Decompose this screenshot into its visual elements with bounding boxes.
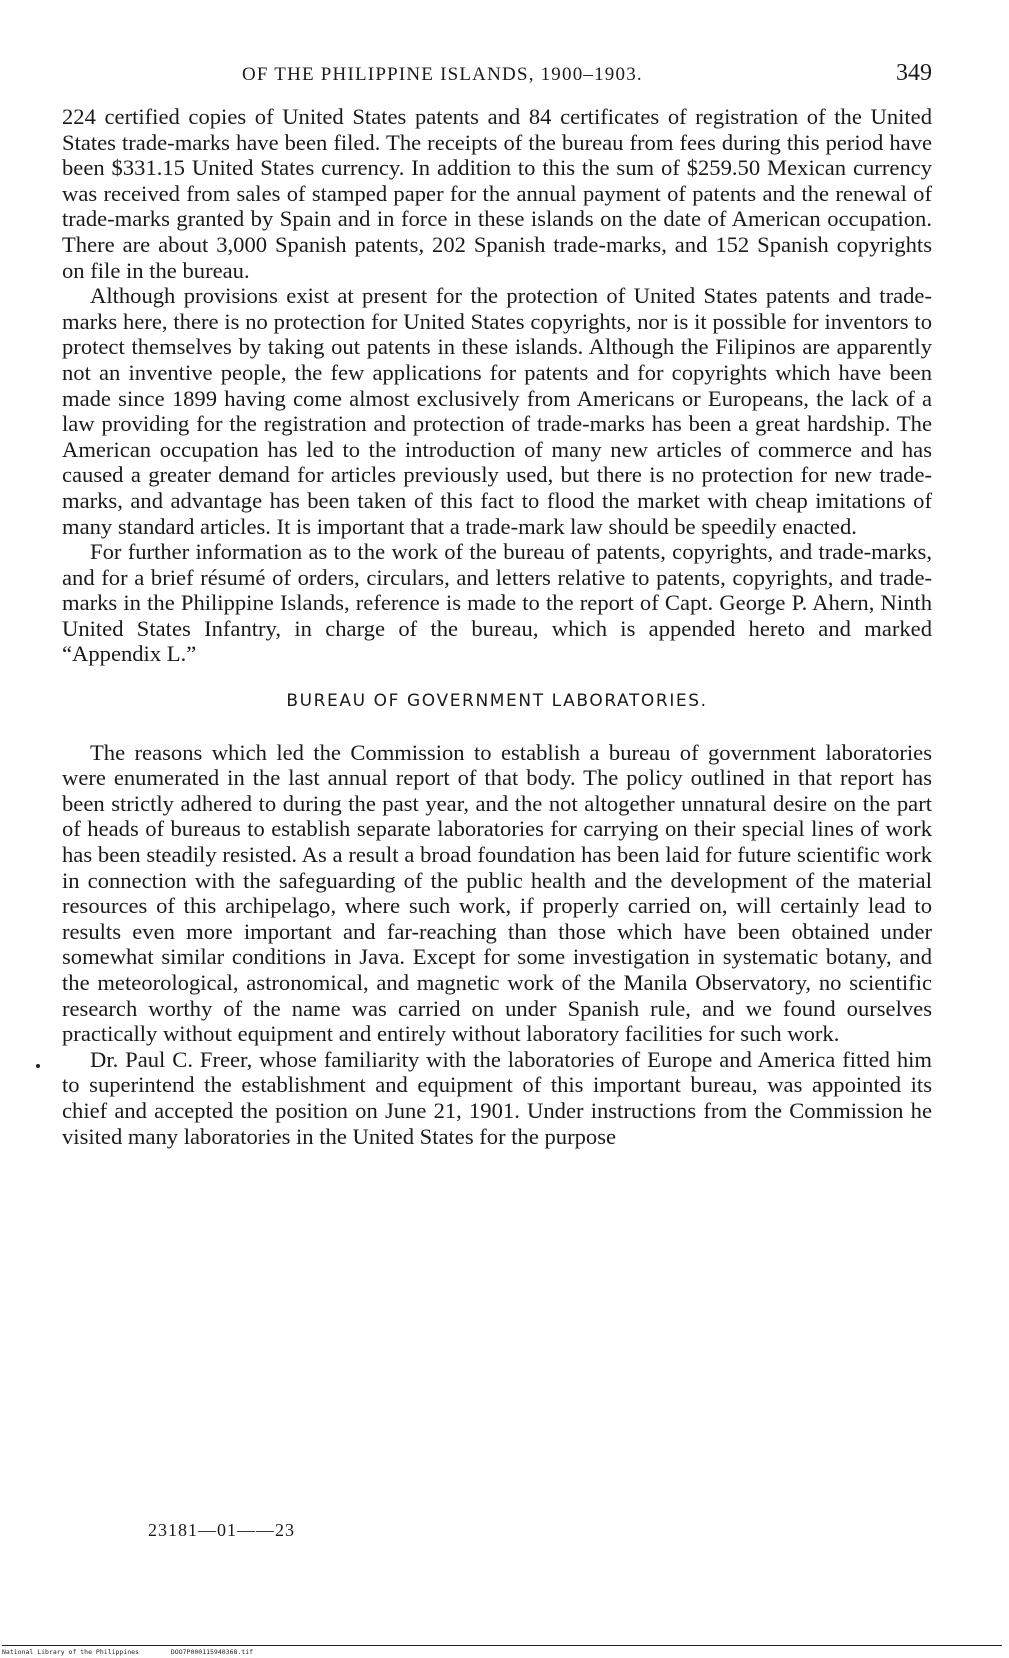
paragraph-laboratories-reasons: The reasons which led the Commission to establish a bureau of government laboratories were enumerated in the last annual report of that body. The policy outlined in that report has been strictly adhered to during the past year, and the not altogether unnatural desire on the part of heads of bureaus to establish separate laboratories for carrying on their special lines of work has been steadily resisted. As a result a broad foundation has been laid for future scientific work in connection with the safeguarding of the public health and the development of the material resources of this archipelago, where such work, if properly carried on, will certainly lead to results even more important and far-reaching than those which have been obtained under somewhat similar conditions in Java. Except for some investigation in systematic botany, and the meteorological, astronomical, and magnetic work of the Manila Observatory, no scientific research worthy of the name was carried on under Spanish rule, and we found ourselves practically without equipment and entirely without laboratory facilities for such work. (62, 739, 932, 1047)
paragraph-dr-freer: Dr. Paul C. Freer, whose familiarity with the laboratories of Europe and America fitted him to superintend the establishment and equipment of this important bureau, was appointed its chief and accepted the position on June 21, 1901. Under instructions from the Commission he visited many laboratories in the United States for the purpose (62, 1046, 932, 1149)
margin-dot-mark (36, 1064, 40, 1068)
paragraph-continuation: 224 certified copies of United States patents and 84 certificates of registration of the United States trade-marks have been filed. The receipts of the bureau from fees during this period have been $331.15 United States currency. In addition to this the sum of $259.50 Mexican currency was received from sales of stamped paper for the annual payment of patents and the renewal of trade-marks granted by Spain and in force in these islands on the date of American occupation. There are about 3,000 Spanish patents, 202 Spanish trade-marks, and 152 Spanish copyrights on file in the bureau. (62, 104, 932, 283)
running-head (62, 60, 932, 90)
scan-footer (2, 1645, 1002, 1656)
scan-file-label: DOO7P000115940368.tif (170, 1648, 254, 1656)
scan-library-label: National Library of the Philippines (2, 1648, 139, 1656)
paragraph-copyright-protection: Although provisions exist at present for the protection of United States patents and trade-marks here, there is no protection for United States copyrights, nor is it possible for inventors to protect themselves by taking out patents in these islands. Although the Filipinos are apparently not an inventive people, the few applications for patents and for copyrights which have been made since 1899 having come almost exclusively from Americans or Europeans, the lack of a law providing for the registration and protection of trade-marks has been a great hardship. The American occupation has led to the introduction of many new articles of commerce and has caused a greater demand for articles previously used, but there is no protection for new trade-marks, and advantage has been taken of this fact to flood the market with cheap imitations of many standard articles. It is important that a trade-mark law should be speedily enacted. (62, 283, 932, 539)
body-text (62, 104, 932, 1149)
printer-signature-mark: 23181—01——23 (148, 1520, 295, 1540)
paragraph-further-information: For further information as to the work of the bureau of patents, copyrights, and trade-marks, and for a brief résumé of orders, circulars, and letters relative to patents, copyrights, and trade-marks in the Philippine Islands, reference is made to the report of Capt. George P. Ahern, Ninth United States Infantry, in charge of the bureau, which is appended hereto and marked “Appendix L.” (62, 539, 932, 667)
page-number: 349 (896, 60, 932, 86)
section-heading: BUREAU OF GOVERNMENT LABORATORIES. (286, 691, 708, 712)
running-title: OF THE PHILIPPINE ISLANDS, 1900–1903. (242, 64, 643, 85)
